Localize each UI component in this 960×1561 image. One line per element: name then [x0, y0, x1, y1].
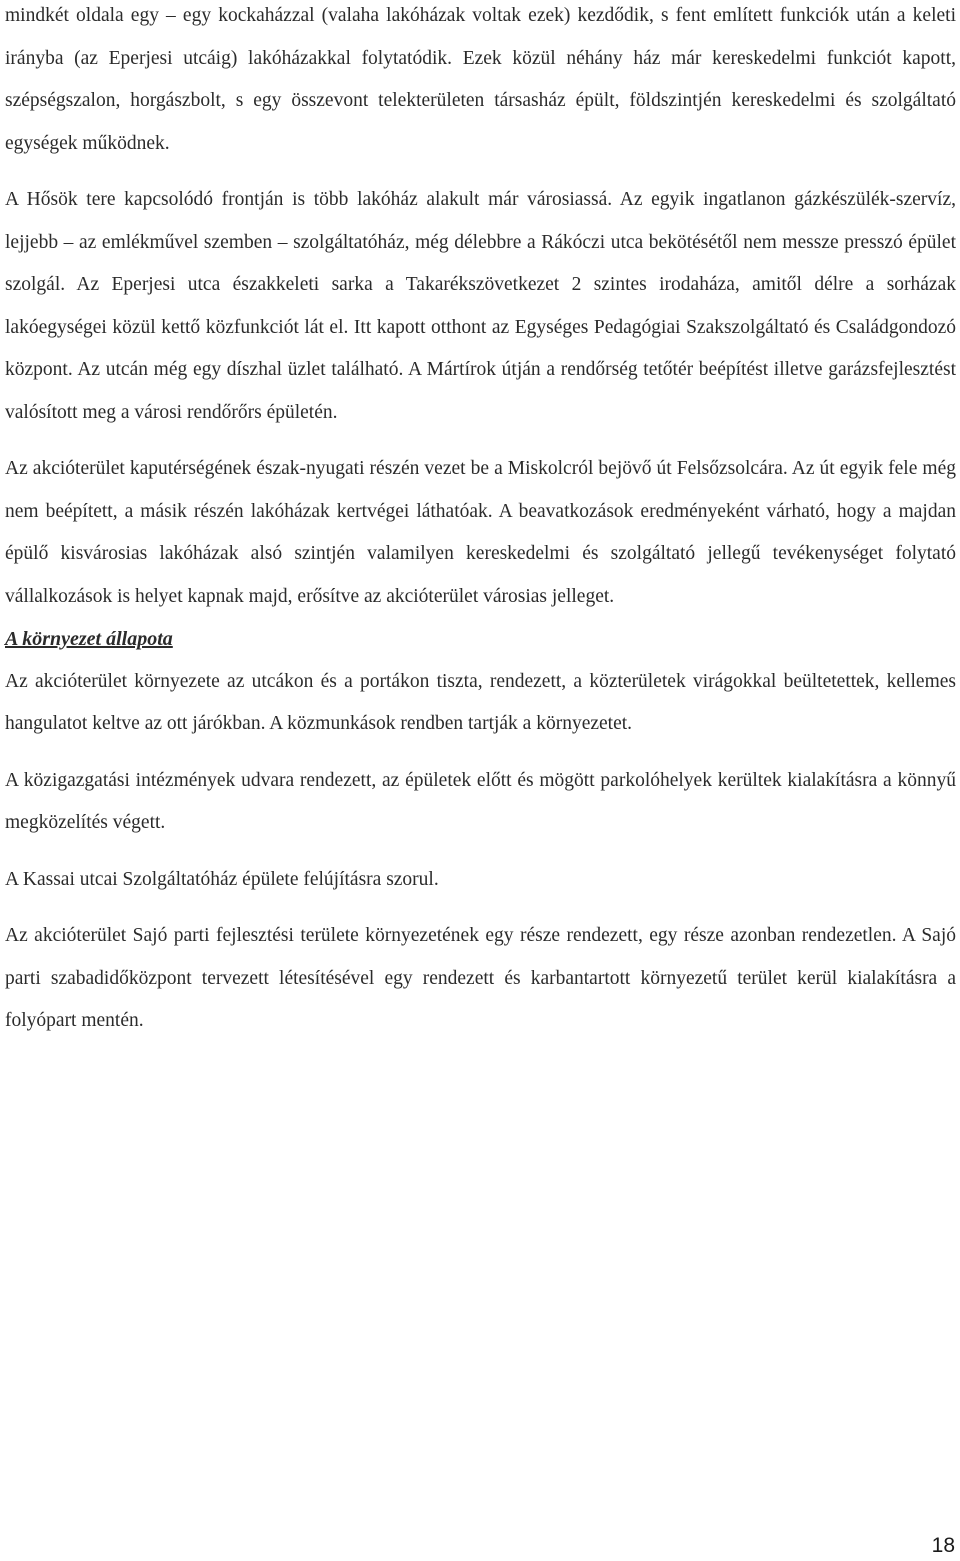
document-page: [5, 0, 956, 1043]
paragraph-environment: Az akcióterület környezete az utcákon és a portákon tiszta, rendezett, a közterületek virágokkal beültetettek, kellemes hangulatot keltve az ott járókban. A közmunkások rendben tartják a környezetet.: [5, 670, 956, 734]
paragraph-service-house: A Kassai utcai Szolgáltatóház épülete felújításra szorul.: [5, 868, 439, 890]
page-number: 18: [931, 1534, 955, 1557]
paragraph-gateway-area: Az akcióterület kaputérségének észak-nyugati részén vezet be a Miskolcról bejövő út Felsőzsolcára. Az út egyik fele még nem beépített, a másik részén lakóházak kertvégei láthatóak. A beavatkozások eredményeként várható, hogy a majdan épülő kisvárosias lakóházak alsó szintjén valamilyen kereskedelmi és szolgáltató jellegű tevékenységet folytató vállalkozások is helyet kapnak majd, erősítve az akcióterület városias jelleget.: [5, 458, 956, 607]
paragraph-hosok-tere: A Hősök tere kapcsolódó frontján is több lakóház alakult már városiassá. Az egyik ingatlanon gázkészülék-szervíz, lejjebb – az emlékművel szemben – szolgáltatóház, még délebbre a Rákóczi utca bekötésétől nem messze presszó épület szolgál. Az Eperjesi utca északkeleti sarka a Takarékszövetkezet 2 szintes irodaháza, amitől délre a sorházak lakóegységei közül kettő közfunkciót lát el. Itt kapott otthont az Egységes Pedagógiai Szakszolgáltató és Családgondozó központ. Az utcán még egy díszhal üzlet található. A Mártírok útján a rendőrség tetőtér beépítést illetve garázsfejlesztést valósított meg a városi rendőrőrs épületén.: [5, 189, 956, 423]
paragraph-main-street: mindkét oldala egy – egy kockaházzal (valaha lakóházak voltak ezek) kezdődik, s fent említett funkciók után a keleti irányba (az Eperjesi utcáig) lakóházakkal folytatódik. Ezek közül néhány ház már kereskedelmi funkciót kapott, szépségszalon, horgászbolt, s egy összevont telekterületen társasház épült, földszintjén kereskedelmi és szolgáltató egységek működnek.: [5, 5, 956, 154]
section-heading: A környezet állapota: [5, 628, 173, 650]
paragraph-public-institutions: A közigazgatási intézmények udvara rendezett, az épületek előtt és mögött parkolóhelyek kerültek kialakításra a könnyű megközelítés végett.: [5, 769, 956, 833]
paragraph-sajo-riverside: Az akcióterület Sajó parti fejlesztési területe környezetének egy része rendezett, egy része azonban rendezetlen. A Sajó parti szabadidőközpont tervezett létesítésével egy rendezett és karbantartott környezetű terület kerül kialakításra a folyópart mentén.: [5, 925, 956, 1031]
